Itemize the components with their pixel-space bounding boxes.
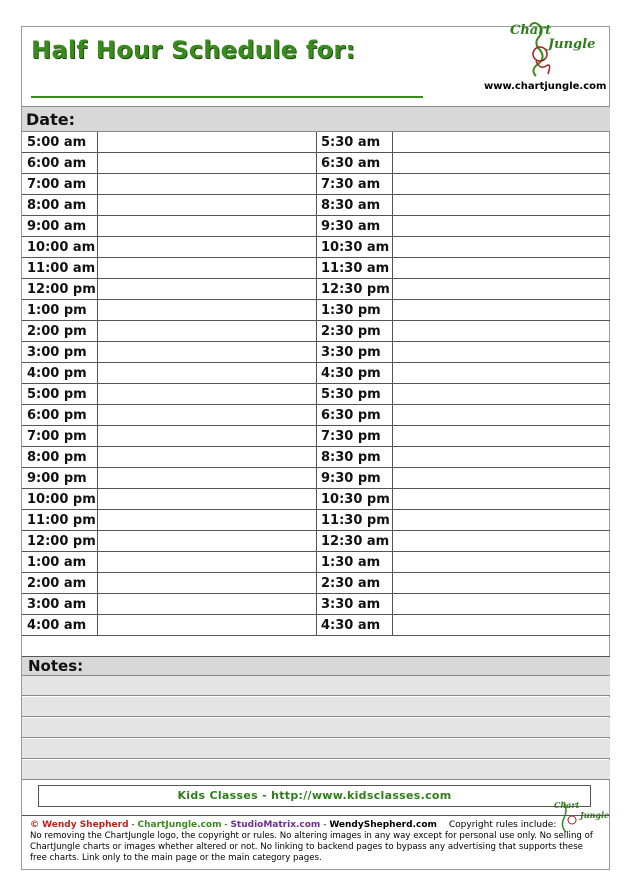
grid-divider-right xyxy=(392,132,393,636)
time-label: 8:00 am xyxy=(27,198,87,213)
time-label: 1:30 pm xyxy=(321,303,381,318)
grid-divider-center xyxy=(316,132,317,636)
time-label: 2:00 am xyxy=(27,576,87,591)
wendyshepherd-link[interactable]: WendyShepherd.com xyxy=(329,820,437,830)
time-label: 12:00 pm xyxy=(27,534,96,549)
time-label: 11:00 pm xyxy=(27,513,96,528)
time-label: 8:30 pm xyxy=(321,450,381,465)
logo-text-chart: Chart xyxy=(510,23,552,38)
time-label: 2:30 pm xyxy=(321,324,381,339)
time-label: 8:30 am xyxy=(321,198,381,213)
page-title: Half Hour Schedule for: xyxy=(31,36,356,64)
rules-intro: Copyright rules include: xyxy=(448,820,557,830)
notes-bar xyxy=(22,657,610,676)
time-label: 4:30 am xyxy=(321,618,381,633)
time-label: 2:30 am xyxy=(321,576,381,591)
time-label: 12:30 am xyxy=(321,534,390,549)
time-label: 11:30 am xyxy=(321,261,390,276)
time-label: 4:30 pm xyxy=(321,366,381,381)
time-label: 3:00 am xyxy=(27,597,87,612)
footer-credits xyxy=(30,820,556,830)
chartjungle-logo xyxy=(500,18,600,80)
time-label: 1:00 am xyxy=(27,555,87,570)
time-label: 12:30 pm xyxy=(321,282,390,297)
time-label: 8:00 pm xyxy=(27,450,87,465)
kids-classes-link[interactable]: Kids Classes - http://www.kidsclasses.com xyxy=(38,785,591,807)
time-label: 4:00 pm xyxy=(27,366,87,381)
time-label: 6:00 pm xyxy=(27,408,87,423)
note-line[interactable] xyxy=(22,697,610,717)
time-label: 6:30 pm xyxy=(321,408,381,423)
note-line[interactable] xyxy=(22,718,610,738)
time-label: 12:00 pm xyxy=(27,282,96,297)
logo-text-jungle: Jungle xyxy=(548,37,596,52)
website-url[interactable]: www.chartjungle.com xyxy=(484,81,607,92)
time-label: 10:00 pm xyxy=(27,492,96,507)
time-label: 10:00 am xyxy=(27,240,96,255)
time-label: 2:00 pm xyxy=(27,324,87,339)
footer xyxy=(22,815,610,870)
time-label: 4:00 am xyxy=(27,618,87,633)
grid-divider-left xyxy=(97,132,98,636)
time-label: 7:00 am xyxy=(27,177,87,192)
logo-small-text-chart: Chart xyxy=(554,800,580,810)
time-label: 11:00 am xyxy=(27,261,96,276)
date-bar xyxy=(22,106,610,132)
time-label: 5:00 am xyxy=(27,135,87,150)
time-label: 1:00 pm xyxy=(27,303,87,318)
time-label: 9:30 am xyxy=(321,219,381,234)
chartjungle-link[interactable]: ChartJungle.com xyxy=(137,820,222,830)
time-label: 3:30 am xyxy=(321,597,381,612)
name-underline xyxy=(31,96,423,98)
time-label: 10:30 am xyxy=(321,240,390,255)
logo-small-text-jungle: Jungle xyxy=(580,810,610,820)
time-label: 3:00 pm xyxy=(27,345,87,360)
time-label: 9:00 am xyxy=(27,219,87,234)
copyright-rules: No removing the ChartJungle logo, the copyright or rules. No altering images in any way except for personal use only. No selling of ChartJungle charts or images whether altered or not. No linking to backend pages to bypass any advertising that supports these free charts. Link only to the main page or the main category pages. xyxy=(30,831,593,863)
separator: - xyxy=(221,820,231,830)
note-line[interactable] xyxy=(22,760,610,780)
time-label: 3:30 pm xyxy=(321,345,381,360)
time-label: 7:30 pm xyxy=(321,429,381,444)
blank-row xyxy=(22,636,610,657)
note-line[interactable] xyxy=(22,676,610,696)
time-label: 5:30 am xyxy=(321,135,381,150)
time-label: 7:00 pm xyxy=(27,429,87,444)
separator: - xyxy=(128,820,138,830)
separator: - xyxy=(320,820,330,830)
time-label: 9:30 pm xyxy=(321,471,381,486)
notes-label: Notes: xyxy=(28,657,84,675)
time-label: 7:30 am xyxy=(321,177,381,192)
time-label: 10:30 pm xyxy=(321,492,390,507)
time-label: 1:30 am xyxy=(321,555,381,570)
time-label: 6:30 am xyxy=(321,156,381,171)
time-label: 6:00 am xyxy=(27,156,87,171)
copyright-author: © Wendy Shepherd xyxy=(30,820,129,830)
note-line[interactable] xyxy=(22,739,610,759)
time-label: 5:30 pm xyxy=(321,387,381,402)
time-label: 11:30 pm xyxy=(321,513,390,528)
time-label: 9:00 pm xyxy=(27,471,87,486)
studiomatrix-link[interactable]: StudioMatrix.com xyxy=(230,820,321,830)
time-label: 5:00 pm xyxy=(27,387,87,402)
date-label: Date: xyxy=(26,110,75,129)
